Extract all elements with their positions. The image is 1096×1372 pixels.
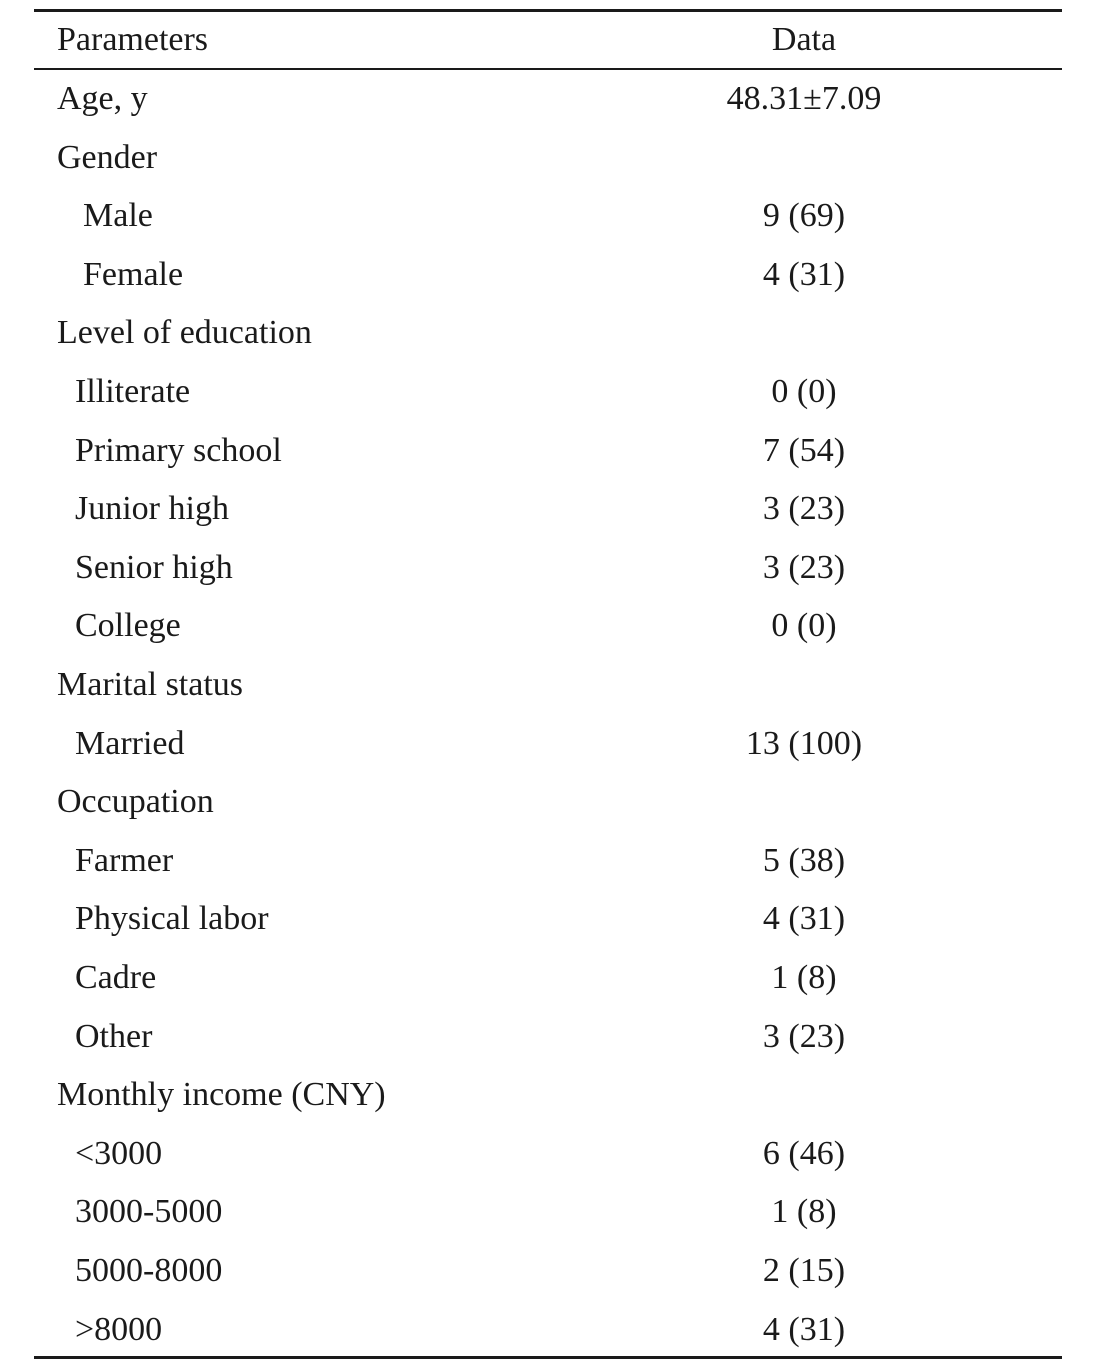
table-row — [34, 1066, 1062, 1124]
row-value: 3 (23) — [762, 1017, 846, 1055]
table-row — [34, 422, 1062, 480]
row-value: 1 (8) — [771, 959, 837, 996]
row-value — [734, 304, 874, 362]
row-label: Married — [75, 724, 185, 762]
row-value — [734, 1066, 874, 1124]
row-label: Gender — [57, 138, 158, 176]
table-row — [34, 480, 1062, 538]
table-row — [34, 363, 1062, 421]
table-row — [34, 129, 1062, 187]
table-row — [34, 1183, 1062, 1241]
table-row — [34, 1008, 1062, 1066]
header-data: Data — [771, 21, 837, 58]
header-parameters: Parameters — [57, 21, 209, 58]
row-label: Junior high — [75, 490, 229, 528]
table-row — [34, 187, 1062, 245]
table-row — [34, 304, 1062, 362]
row-label: Marital status — [57, 666, 244, 703]
row-value — [734, 129, 874, 187]
row-label: Illiterate — [75, 373, 191, 410]
row-label: Senior high — [75, 548, 233, 586]
row-label: <3000 — [75, 1134, 163, 1172]
table-row — [34, 832, 1062, 890]
row-value: 6 (46) — [762, 1134, 846, 1172]
table-row — [34, 890, 1062, 948]
row-value: 0 (0) — [771, 607, 837, 645]
row-value: 0 (0) — [771, 373, 837, 410]
row-label: Physical labor — [75, 900, 269, 938]
table-row — [34, 1125, 1062, 1183]
row-value — [734, 656, 874, 714]
table-row — [34, 656, 1062, 714]
row-value: 4 (31) — [762, 255, 846, 293]
table-row — [34, 715, 1062, 773]
row-value — [734, 773, 874, 831]
row-value: 5 (38) — [762, 841, 846, 879]
row-label: Primary school — [75, 431, 282, 469]
row-value: 2 (15) — [762, 1252, 846, 1289]
table-header-row — [34, 12, 1062, 68]
row-value: 48.31±7.09 — [726, 80, 882, 117]
table-row — [34, 539, 1062, 597]
table-row — [34, 1301, 1062, 1359]
row-label: Male — [83, 197, 153, 235]
row-value: 1 (8) — [771, 1193, 837, 1231]
row-value: 4 (31) — [762, 1310, 846, 1348]
row-value: 3 (23) — [762, 548, 846, 586]
row-label: College — [75, 607, 181, 645]
row-label: Occupation — [57, 783, 214, 821]
row-value: 7 (54) — [762, 431, 846, 469]
table-row — [34, 773, 1062, 831]
row-label: 5000-8000 — [75, 1252, 223, 1289]
table-row — [34, 246, 1062, 304]
row-value: 3 (23) — [762, 490, 846, 528]
row-label: Monthly income (CNY) — [57, 1076, 386, 1114]
row-label: Farmer — [75, 841, 174, 879]
table-bottom-rule — [34, 1356, 1062, 1359]
row-value: 4 (31) — [762, 900, 846, 938]
table-row — [34, 70, 1062, 128]
row-label: Level of education — [57, 314, 312, 352]
row-label: Other — [75, 1017, 153, 1055]
row-label: >8000 — [75, 1310, 163, 1348]
row-label: Cadre — [75, 959, 157, 996]
row-value: 9 (69) — [762, 197, 846, 235]
row-label: Female — [83, 255, 184, 293]
row-label: Age, y — [57, 80, 148, 117]
table-row — [34, 1242, 1062, 1300]
row-label: 3000-5000 — [75, 1193, 223, 1231]
table-row — [34, 597, 1062, 655]
row-value: 13 (100) — [745, 724, 863, 762]
table-row — [34, 949, 1062, 1007]
